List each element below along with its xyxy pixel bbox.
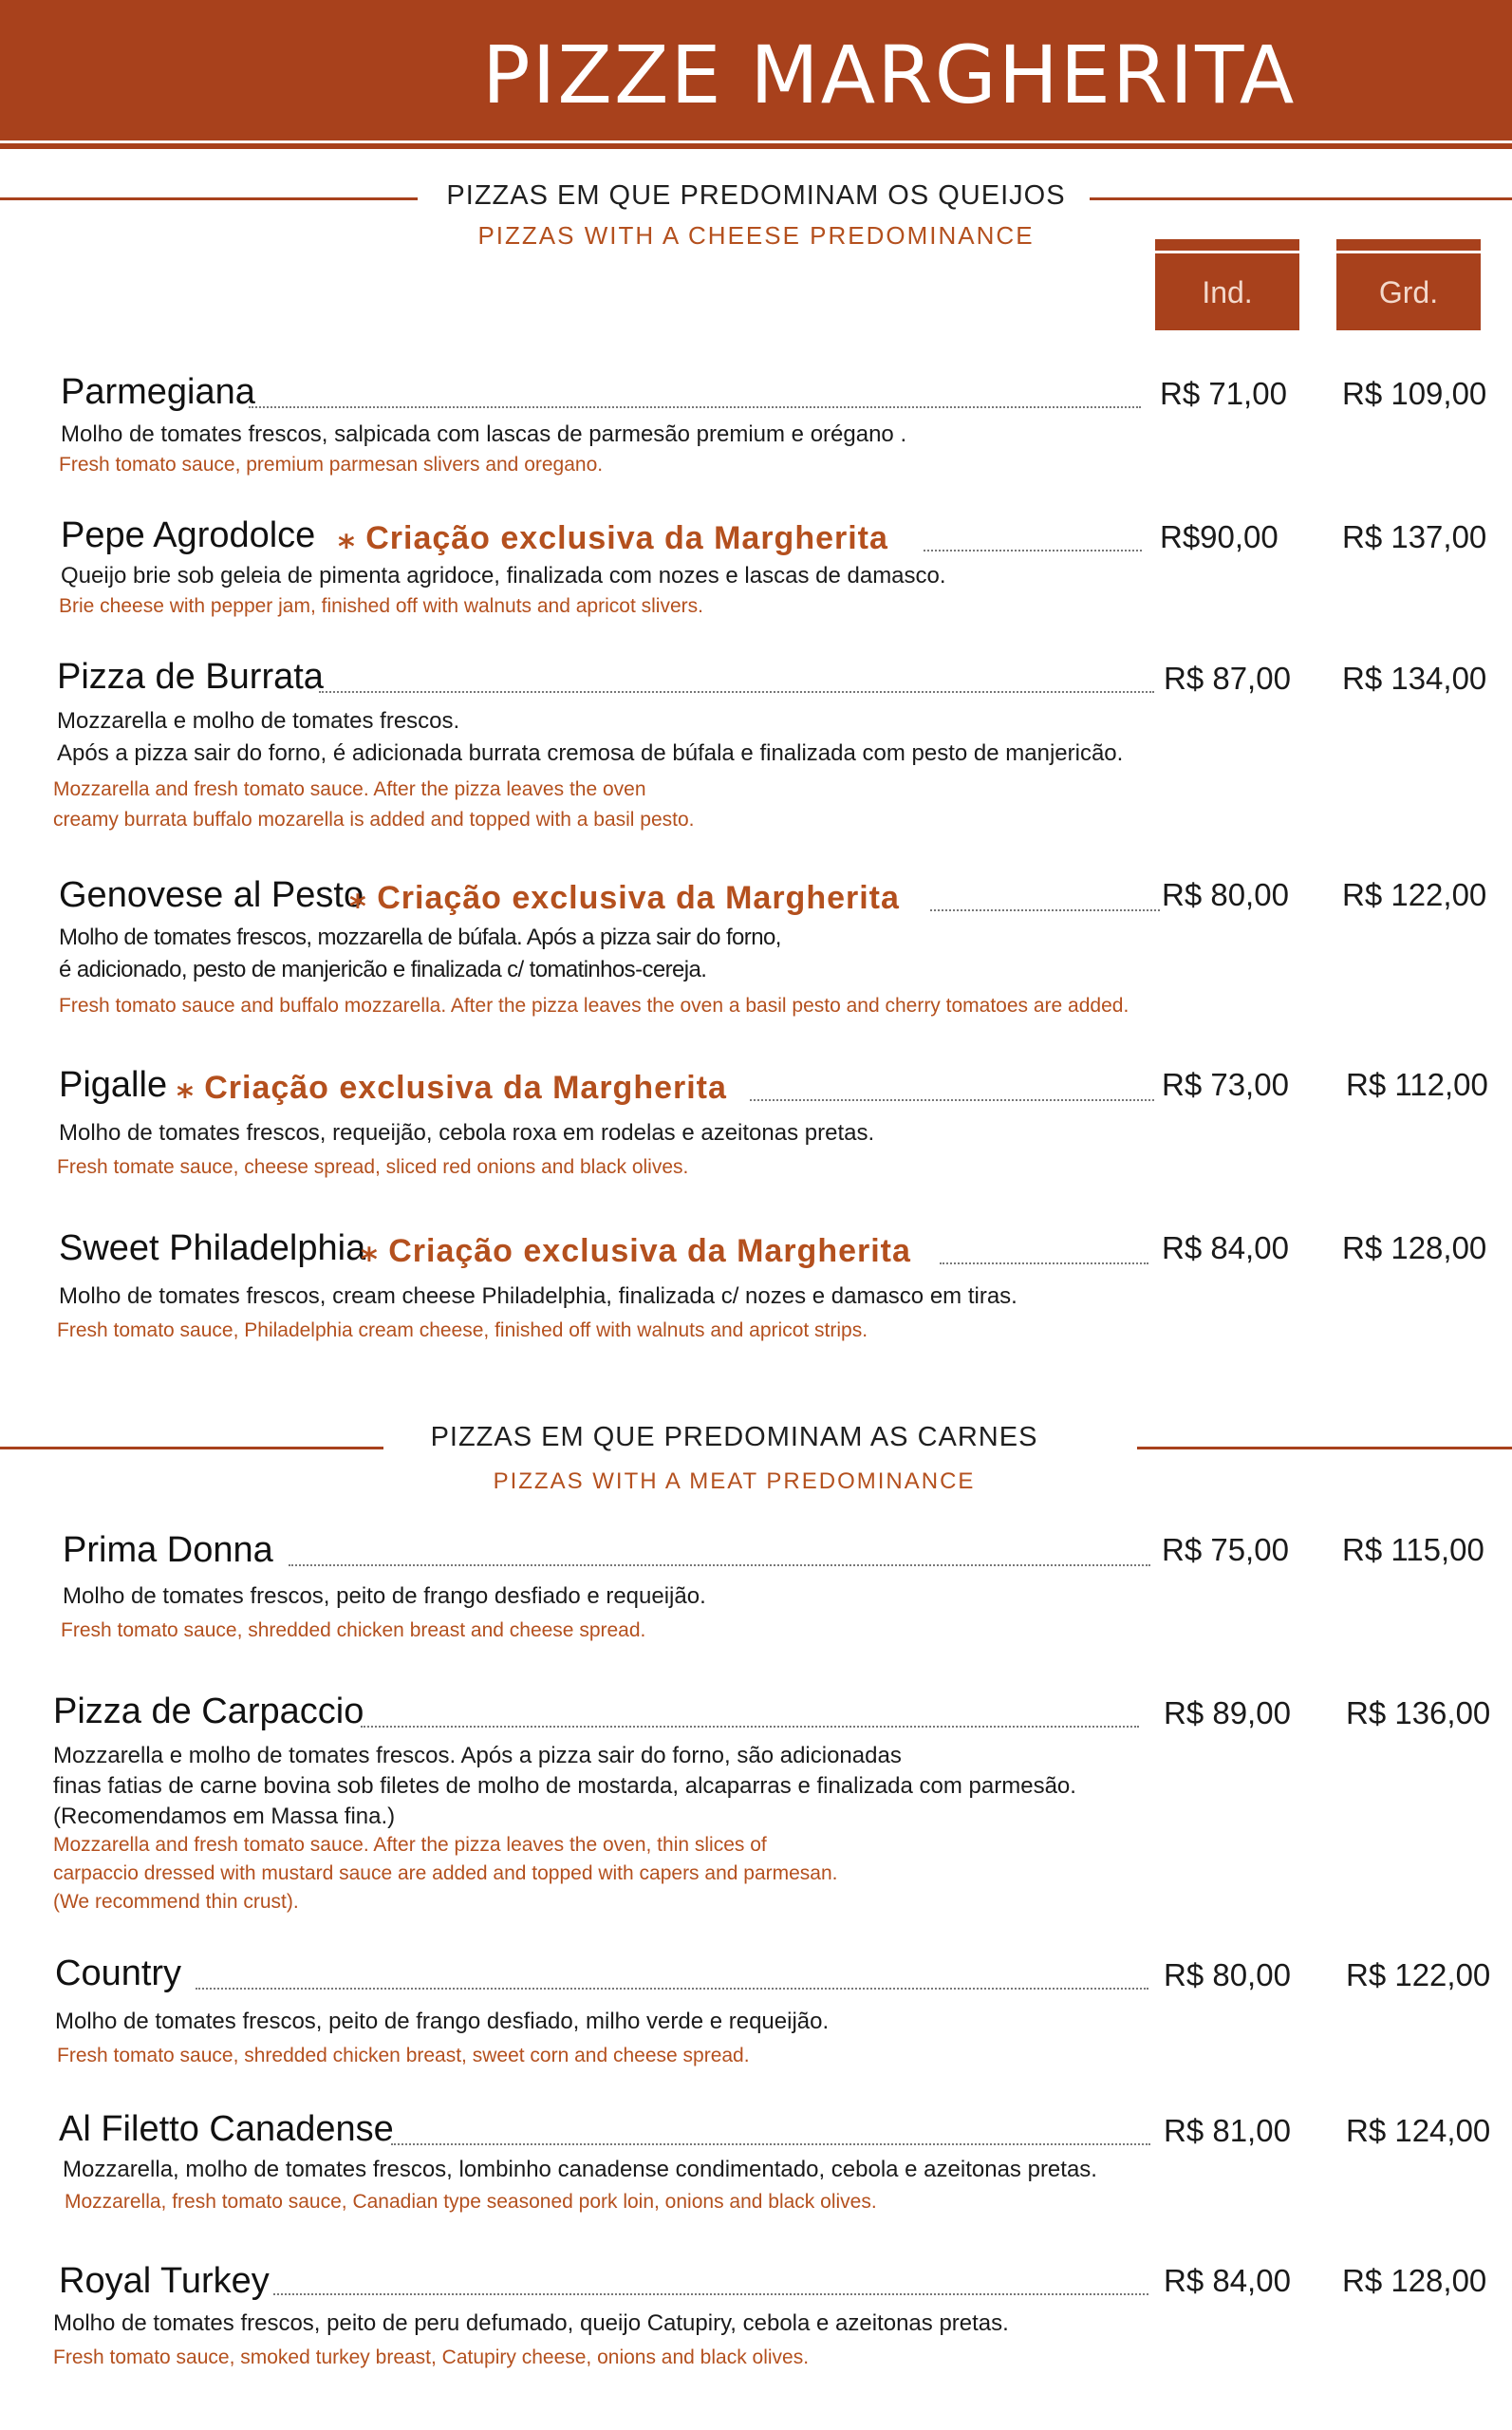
price-individual: R$ 81,00 — [1164, 2113, 1291, 2148]
item-name: Genovese al Pesto — [59, 875, 364, 915]
item-description: Mozzarella, molho de tomates frescos, lombinho canadense condimentado, cebola e azeitonas pretas. — [63, 2157, 1097, 2182]
item-description: Molho de tomates frescos, peito de frango desfiado e requeijão. — [63, 1583, 706, 1609]
section-subtitle-cheese: PIZZAS WITH A CHEESE PREDOMINANCE — [477, 221, 1035, 250]
price-grande: R$ 136,00 — [1346, 1695, 1491, 1730]
item-name: Country — [55, 1953, 182, 1993]
price-individual: R$ 87,00 — [1164, 661, 1291, 696]
exclusive-tag: ⁎ Criação exclusiva da Margherita — [361, 1233, 911, 1269]
item-name: Al Filetto Canadense — [59, 2109, 394, 2149]
exclusive-tag: ⁎ Criação exclusiva da Margherita — [349, 880, 900, 916]
item-description: (Recomendamos em Massa fina.) — [53, 1804, 396, 1829]
item-description: Mozzarella e molho de tomates frescos. Após a pizza sair do forno, são adicionadas — [53, 1743, 902, 1768]
dot-leader — [940, 1262, 1148, 1264]
item-name: Pizza de Burrata — [57, 657, 324, 697]
item-name: Prima Donna — [63, 1530, 273, 1570]
item-description-english: carpaccio dressed with mustard sauce are added and topped with capers and parmesan. — [53, 1862, 838, 1884]
item-name: Parmegiana — [61, 372, 255, 412]
item-description: Molho de tomates frescos, peito de frango desfiado, milho verde e requeijão. — [55, 2009, 830, 2034]
price-individual: R$ 84,00 — [1164, 2263, 1291, 2298]
price-individual: R$ 84,00 — [1162, 1230, 1289, 1265]
dot-leader — [924, 550, 1142, 551]
page-title: PIZZE MARGHERITA — [482, 28, 1297, 122]
item-description-english: Mozzarella and fresh tomato sauce. After the pizza leaves the oven, thin slices of — [53, 1834, 767, 1856]
exclusive-tag: ⁎ Criação exclusiva da Margherita — [177, 1070, 727, 1106]
item-description-english: Mozzarella and fresh tomato sauce. After the pizza leaves the oven — [53, 778, 646, 800]
item-description-english: creamy burrata buffalo mozarella is added and topped with a basil pesto. — [53, 809, 695, 831]
size-label-grande: Grd. — [1378, 275, 1439, 309]
item-description-english: (We recommend thin crust). — [53, 1891, 299, 1913]
price-grande: R$ 128,00 — [1342, 1230, 1487, 1265]
dot-leader — [930, 909, 1160, 911]
dot-leader — [319, 691, 1154, 693]
section-subtitle-meat: PIZZAS WITH A MEAT PREDOMINANCE — [493, 1468, 976, 1494]
dot-leader — [361, 1726, 1139, 1728]
price-grande: R$ 122,00 — [1346, 1957, 1491, 1992]
section-title-cheese: PIZZAS EM QUE PREDOMINAM OS QUEIJOS — [446, 180, 1066, 211]
exclusive-tag: ⁎ Criação exclusiva da Margherita — [338, 520, 888, 556]
dot-leader — [391, 2143, 1150, 2145]
price-individual: R$ 73,00 — [1162, 1067, 1289, 1102]
price-individual: R$ 80,00 — [1162, 877, 1289, 912]
item-description: Molho de tomates frescos, salpicada com lascas de parmesão premium e orégano . — [61, 421, 907, 447]
price-grande: R$ 112,00 — [1346, 1067, 1488, 1102]
item-description: Após a pizza sair do forno, é adicionada burrata cremosa de búfala e finalizada com pesto de manjericão. — [57, 740, 1124, 766]
item-description: Molho de tomates frescos, peito de peru defumado, queijo Catupiry, cebola e azeitonas pretas. — [53, 2310, 1009, 2336]
item-description: Molho de tomates frescos, cream cheese Philadelphia, finalizada c/ nozes e damasco em tiras. — [59, 1283, 1017, 1309]
item-description: Queijo brie sob geleia de pimenta agridoce, finalizada com nozes e lascas de damasco. — [61, 563, 946, 589]
item-description: Molho de tomates frescos, requeijão, cebola roxa em rodelas e azeitonas pretas. — [59, 1120, 875, 1146]
item-description-english: Brie cheese with pepper jam, finished off with walnuts and apricot slivers. — [59, 595, 703, 617]
dot-leader — [750, 1099, 1154, 1101]
item-description-english: Fresh tomato sauce, shredded chicken breast, sweet corn and cheese spread. — [57, 2045, 750, 2066]
item-name: Royal Turkey — [59, 2261, 270, 2301]
item-description: Molho de tomates frescos, mozzarella de búfala. Após a pizza sair do forno, — [59, 925, 781, 950]
dot-leader — [196, 1988, 1148, 1990]
header-banner — [0, 0, 1512, 143]
item-description-english: Mozzarella, fresh tomato sauce, Canadian type seasoned pork loin, onions and black olives. — [65, 2191, 877, 2213]
item-description-english: Fresh tomato sauce, Philadelphia cream cheese, finished off with walnuts and apricot strips. — [57, 1319, 868, 1341]
size-header-individual — [1155, 239, 1299, 330]
price-grande: R$ 124,00 — [1346, 2113, 1491, 2148]
item-description-english: Fresh tomato sauce and buffalo mozzarella. After the pizza leaves the oven a basil pesto and cherry tomatoes are added. — [59, 995, 1129, 1017]
item-name: Sweet Philadelphia — [59, 1228, 366, 1268]
size-label-individual: Ind. — [1202, 275, 1253, 309]
item-name: Pizza de Carpaccio — [53, 1692, 364, 1731]
dot-leader — [273, 2293, 1148, 2295]
item-description: Mozzarella e molho de tomates frescos. — [57, 708, 460, 734]
item-description-english: Fresh tomato sauce, smoked turkey breast, Catupiry cheese, onions and black olives. — [53, 2346, 810, 2368]
price-individual: R$ 75,00 — [1162, 1532, 1289, 1567]
price-individual: R$ 80,00 — [1164, 1957, 1291, 1992]
price-grande: R$ 122,00 — [1342, 877, 1487, 912]
price-grande: R$ 137,00 — [1342, 519, 1487, 554]
item-description-english: Fresh tomate sauce, cheese spread, sliced red onions and black olives. — [57, 1156, 689, 1178]
dot-leader — [289, 1564, 1150, 1566]
item-description: finas fatias de carne bovina sob filetes de molho de mostarda, alcaparras e finalizada com parmesão. — [53, 1773, 1076, 1799]
price-grande: R$ 134,00 — [1342, 661, 1487, 696]
price-grande: R$ 115,00 — [1342, 1532, 1484, 1567]
price-individual: R$ 89,00 — [1164, 1695, 1291, 1730]
dot-leader — [249, 406, 1141, 408]
item-description: é adicionado, pesto de manjericão e finalizada c/ tomatinhos-cereja. — [59, 957, 707, 982]
price-individual: R$90,00 — [1160, 519, 1279, 554]
price-grande: R$ 109,00 — [1342, 376, 1487, 411]
size-header-grande — [1336, 239, 1481, 330]
price-grande: R$ 128,00 — [1342, 2263, 1487, 2298]
price-individual: R$ 71,00 — [1160, 376, 1287, 411]
item-description-english: Fresh tomato sauce, shredded chicken breast and cheese spread. — [61, 1619, 646, 1641]
item-description-english: Fresh tomato sauce, premium parmesan slivers and oregano. — [59, 454, 604, 476]
item-name: Pigalle — [59, 1065, 168, 1105]
section-title-meat: PIZZAS EM QUE PREDOMINAM AS CARNES — [430, 1422, 1038, 1452]
item-name: Pepe Agrodolce — [61, 515, 316, 555]
